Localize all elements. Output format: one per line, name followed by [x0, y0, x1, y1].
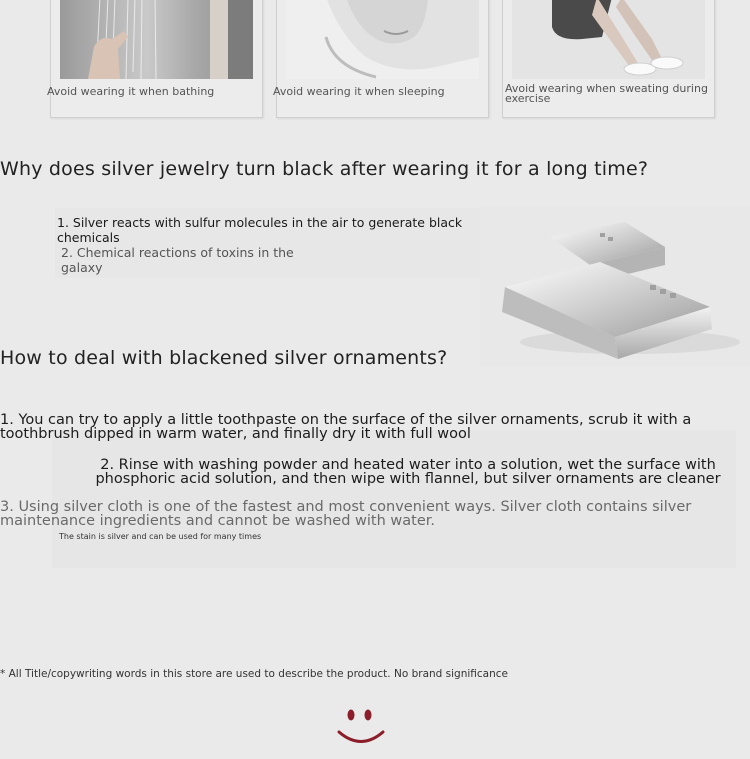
silver-bars-image: [480, 207, 750, 367]
shower-photo: [60, 0, 253, 79]
tip-toothpaste: 1. You can try to apply a little toothpaste on the surface of the silver ornaments, scrub it with a toothbrush dipped in warm water, and finally dry it with full wool: [0, 412, 692, 442]
reason-toxins: 2. Chemical reactions of toxins in the galaxy: [61, 245, 294, 275]
card-caption: Avoid wearing when sweating during exercise: [505, 82, 708, 105]
card-exercise: [502, 0, 715, 118]
how-heading: How to deal with blackened silver ornaments?: [0, 347, 448, 369]
tip-silver-cloth: 3. Using silver cloth is one of the fastest and most convenient ways. Silver cloth contains silver maintenance ingredients and cannot be washed with water.: [0, 499, 692, 529]
reason-sulfur: 1. Silver reacts with sulfur molecules in the air to generate black chemicals: [57, 215, 463, 245]
card-bathing: [47, 0, 263, 118]
exercise-photo: [512, 0, 705, 79]
smiley-face-icon: [335, 705, 387, 747]
tip-silver-cloth-note: The stain is silver and can be used for many times: [59, 532, 262, 541]
tip-washing-powder: 2. Rinse with washing powder and heated water into a solution, wet the surface with phosphoric acid solution, and then wipe with flannel, but silver ornaments are cleaner: [95, 457, 721, 487]
disclaimer: * All Title/copywriting words in this store are used to describe the product. No brand significance: [0, 668, 508, 680]
sleeping-photo: [286, 0, 479, 79]
why-heading: Why does silver jewelry turn black after wearing it for a long time?: [0, 158, 649, 180]
card-caption: Avoid wearing it when bathing: [47, 85, 215, 98]
card-caption: Avoid wearing it when sleeping: [273, 85, 445, 98]
card-sleeping: [273, 0, 489, 118]
